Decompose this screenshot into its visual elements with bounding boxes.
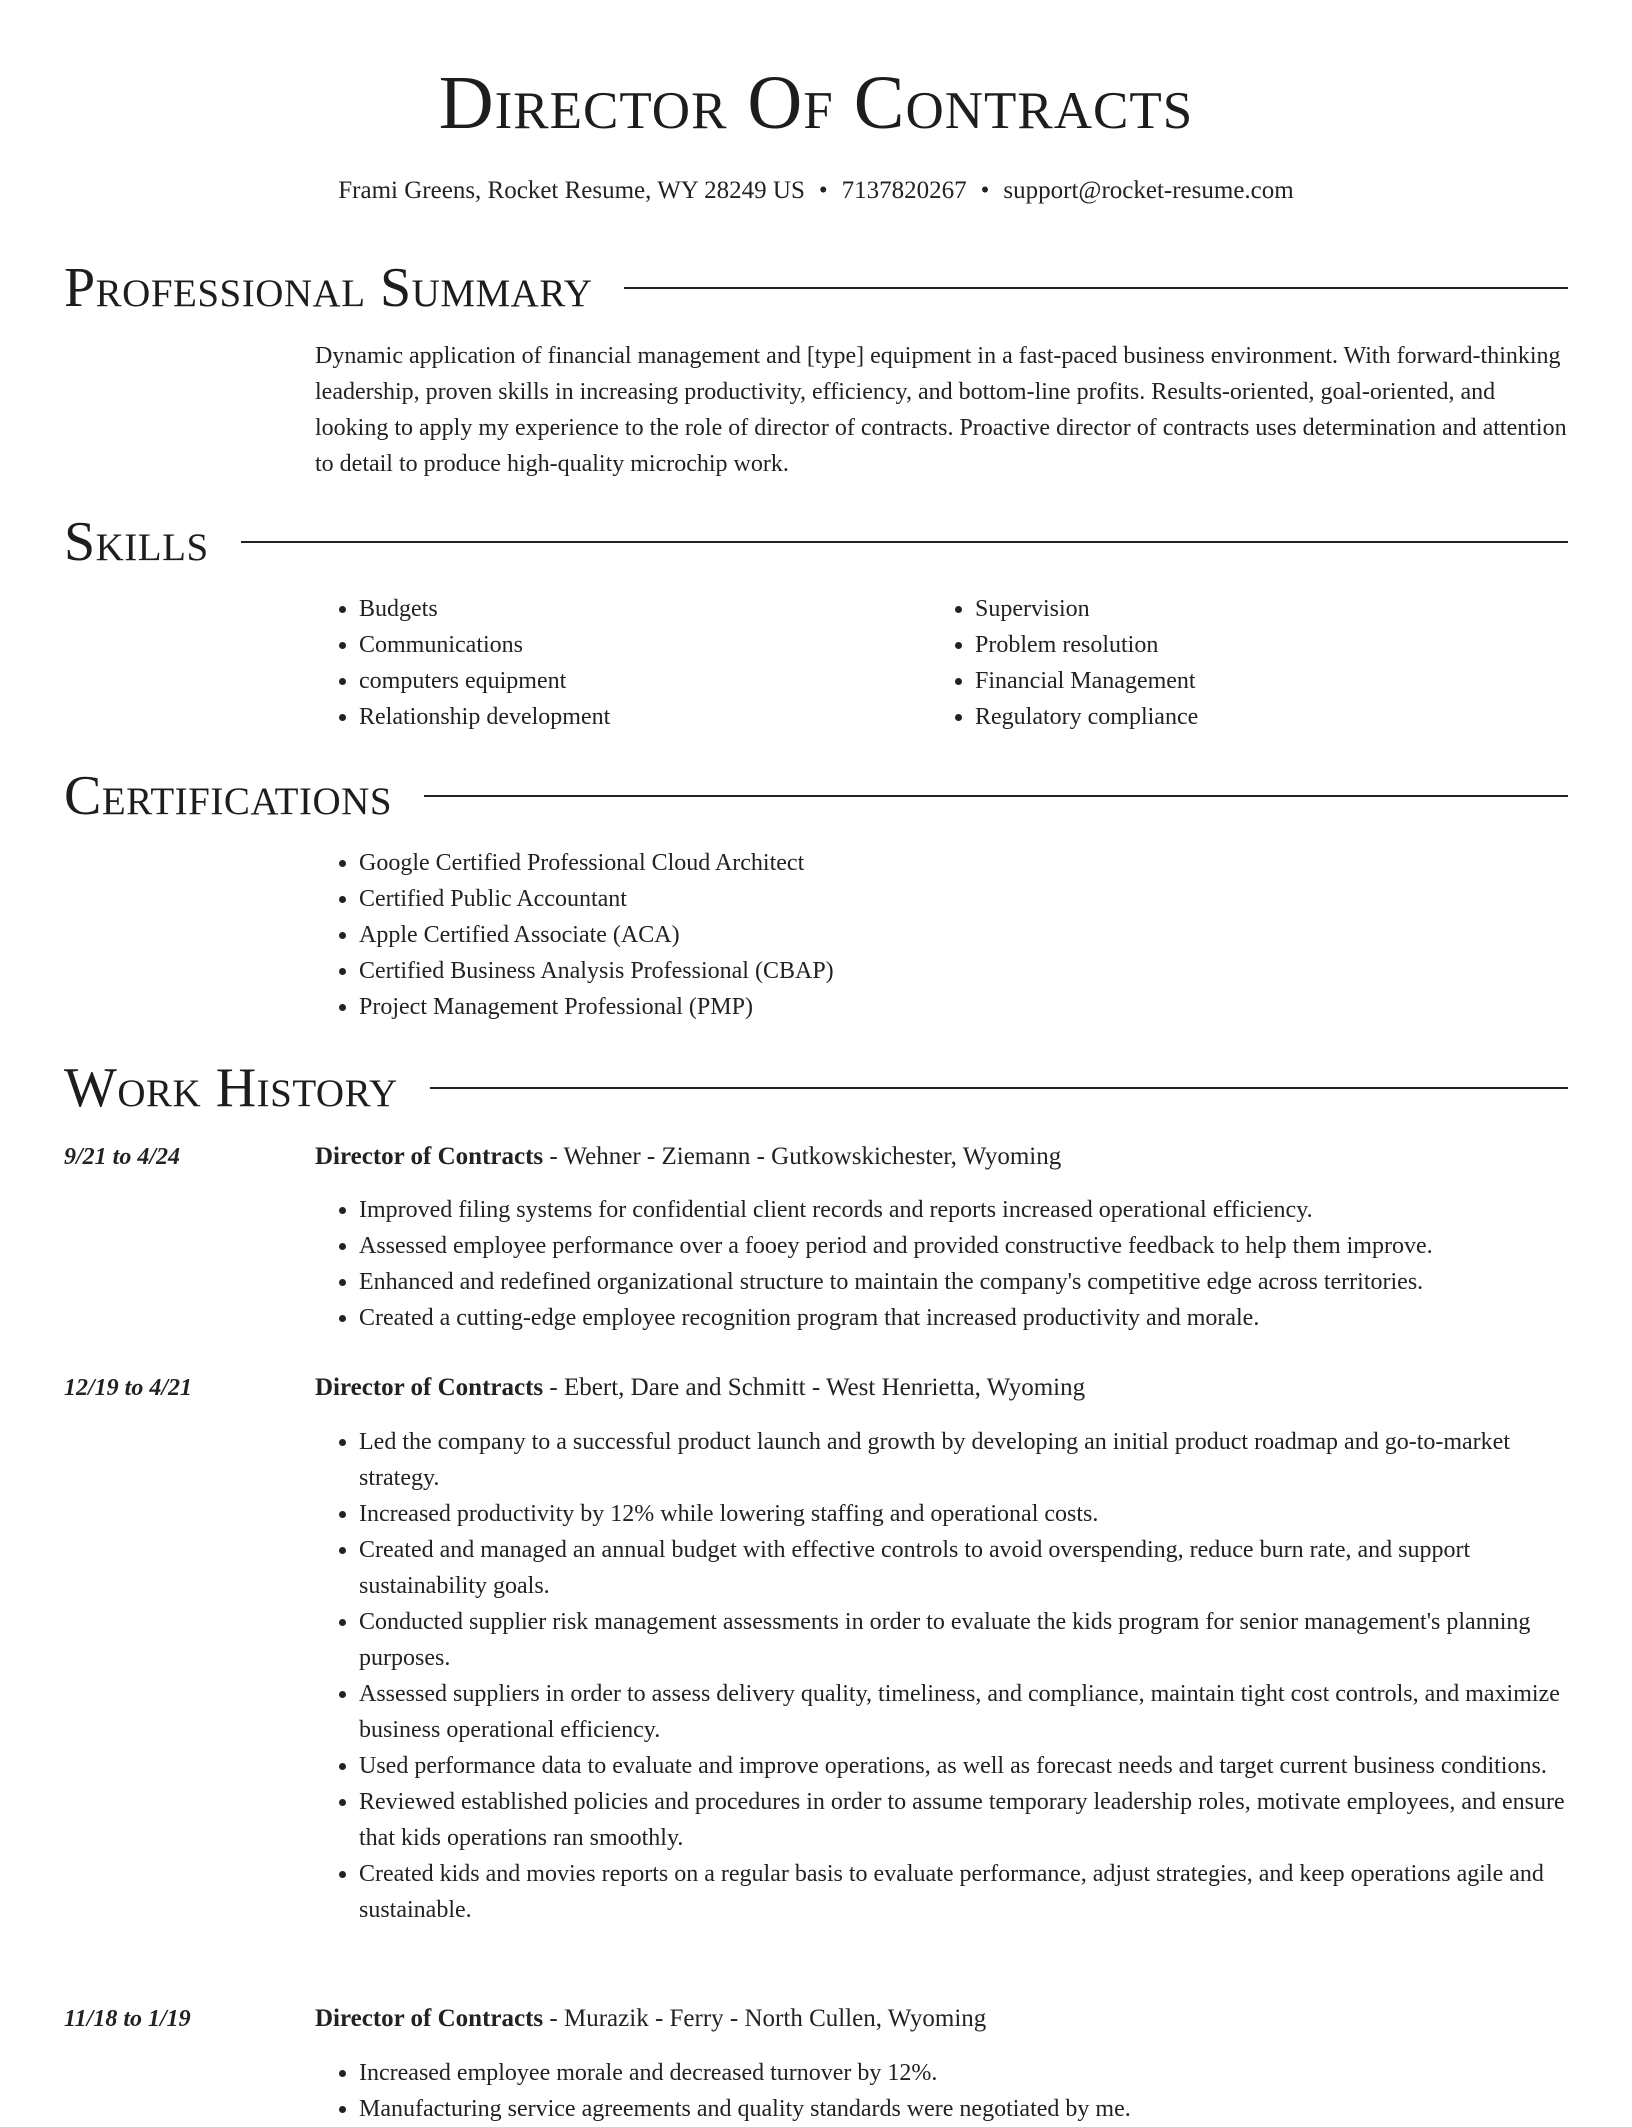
section-rule [424,795,1568,797]
job-bullet: • Conducted supplier risk management assessments in order to evaluate the kids program for senior management's planning purposes. [359,1604,1568,1676]
address: Frami Greens, Rocket Resume, WY 28249 US [338,177,805,204]
skill-item: • Regulatory compliance [975,699,1491,735]
job-bullet: • Assessed employee performance over a fooey period and provided constructive feedback to help them improve. [359,1228,1568,1264]
section-title: Professional Summary [64,257,593,319]
certification-item: • Certified Public Accountant [359,881,1515,917]
job-title: Director of Contracts [315,1143,544,1170]
job-bullet: • Created a cutting-edge employee recognition program that increased productivity and morale. [359,1300,1568,1336]
section-title: Certifications [64,765,393,827]
certifications-section-heading [64,764,1568,828]
section-rule [430,1087,1568,1089]
section-title: Skills [64,511,209,573]
job-bullets [315,1424,1568,1928]
section-rule [624,287,1568,289]
email-address: support@rocket-resume.com [1003,177,1294,204]
job-heading [315,1370,1085,1406]
job-title: Director of Contracts [315,1374,544,1401]
phone-number: 7137820267 [841,177,967,204]
job-bullets [315,1192,1568,1336]
summary-section-heading [64,256,1568,320]
job-dates: 12/19 to 4/21 [64,1375,193,1401]
job-employer: - Murazik - Ferry - North Cullen, Wyoming [543,2005,987,2032]
skills-column-right [931,591,1491,735]
skills-section-heading [64,510,1568,574]
job-title: Director of Contracts [315,2005,544,2032]
job-bullet: • Used performance data to evaluate and improve operations, as well as forecast needs and target current business conditions. [359,1748,1568,1784]
skill-item: • Supervision [975,591,1491,627]
job-bullet: • Enhanced and redefined organizational structure to maintain the company's competitive edge across territories. [359,1264,1568,1300]
certification-item: • Certified Business Analysis Professional (CBAP) [359,953,1515,989]
job-heading [315,2001,986,2037]
certifications-list [315,845,1515,1025]
job-dates: 9/21 to 4/24 [64,1144,181,1170]
resume-name: Director Of Contracts [438,61,1194,145]
separator-dot: • [980,177,990,204]
certification-item: • Google Certified Professional Cloud Architect [359,845,1515,881]
job-bullet: • Increased productivity by 12% while lowering staffing and operational costs. [359,1496,1568,1532]
skills-column-left [315,591,875,735]
certification-item: • Apple Certified Associate (ACA) [359,917,1515,953]
job-bullet: • Led the company to a successful product launch and growth by developing an initial product roadmap and go-to-market strategy. [359,1424,1568,1496]
job-heading [315,1139,1061,1175]
summary-text: Dynamic application of financial management and [type] equipment in a fast-paced business environment. With forward-thinking leadership, proven skills in increasing productivity, efficiency, and bottom-line profits. Results-oriented, goal-oriented, and looking to apply my experience to the role of director of contracts. Proactive director of contracts uses determination and attention to detail to produce high-quality microchip work. [315,343,1567,477]
skill-item: • Financial Management [975,663,1491,699]
work-history-section-heading [64,1056,1568,1120]
job-bullet: • Improved filing systems for confidential client records and reports increased operational efficiency. [359,1192,1568,1228]
contact-line [0,175,1632,207]
section-rule [241,541,1568,543]
section-title: Work History [64,1057,398,1119]
job-bullet: • Created and managed an annual budget with effective controls to avoid overspending, reduce burn rate, and support sustainability goals. [359,1532,1568,1604]
skill-item: • computers equipment [359,663,875,699]
job-bullet: • Increased employee morale and decreased turnover by 12%. [359,2055,1568,2091]
skill-item: • Communications [359,627,875,663]
skill-item: • Problem resolution [975,627,1491,663]
certification-item: • Project Management Professional (PMP) [359,989,1515,1025]
job-bullet: • Manufacturing service agreements and quality standards were negotiated by me. [359,2091,1568,2127]
job-dates: 11/18 to 1/19 [64,2006,191,2032]
job-bullet: • Created kids and movies reports on a regular basis to evaluate performance, adjust strategies, and keep operations agile and sustainable. [359,1856,1568,1928]
job-employer: - Ebert, Dare and Schmitt - West Henrietta, Wyoming [543,1374,1086,1401]
job-bullet: • Reviewed established policies and procedures in order to assume temporary leadership roles, motivate employees, and ensure that kids operations ran smoothly. [359,1784,1568,1856]
job-bullets [315,2055,1568,2127]
skill-item: • Relationship development [359,699,875,735]
separator-dot: • [818,177,828,204]
job-bullet: • Assessed suppliers in order to assess delivery quality, timeliness, and compliance, maintain tight cost controls, and maximize business operational efficiency. [359,1676,1568,1748]
job-employer: - Wehner - Ziemann - Gutkowskichester, Wyoming [543,1143,1062,1170]
skill-item: • Budgets [359,591,875,627]
